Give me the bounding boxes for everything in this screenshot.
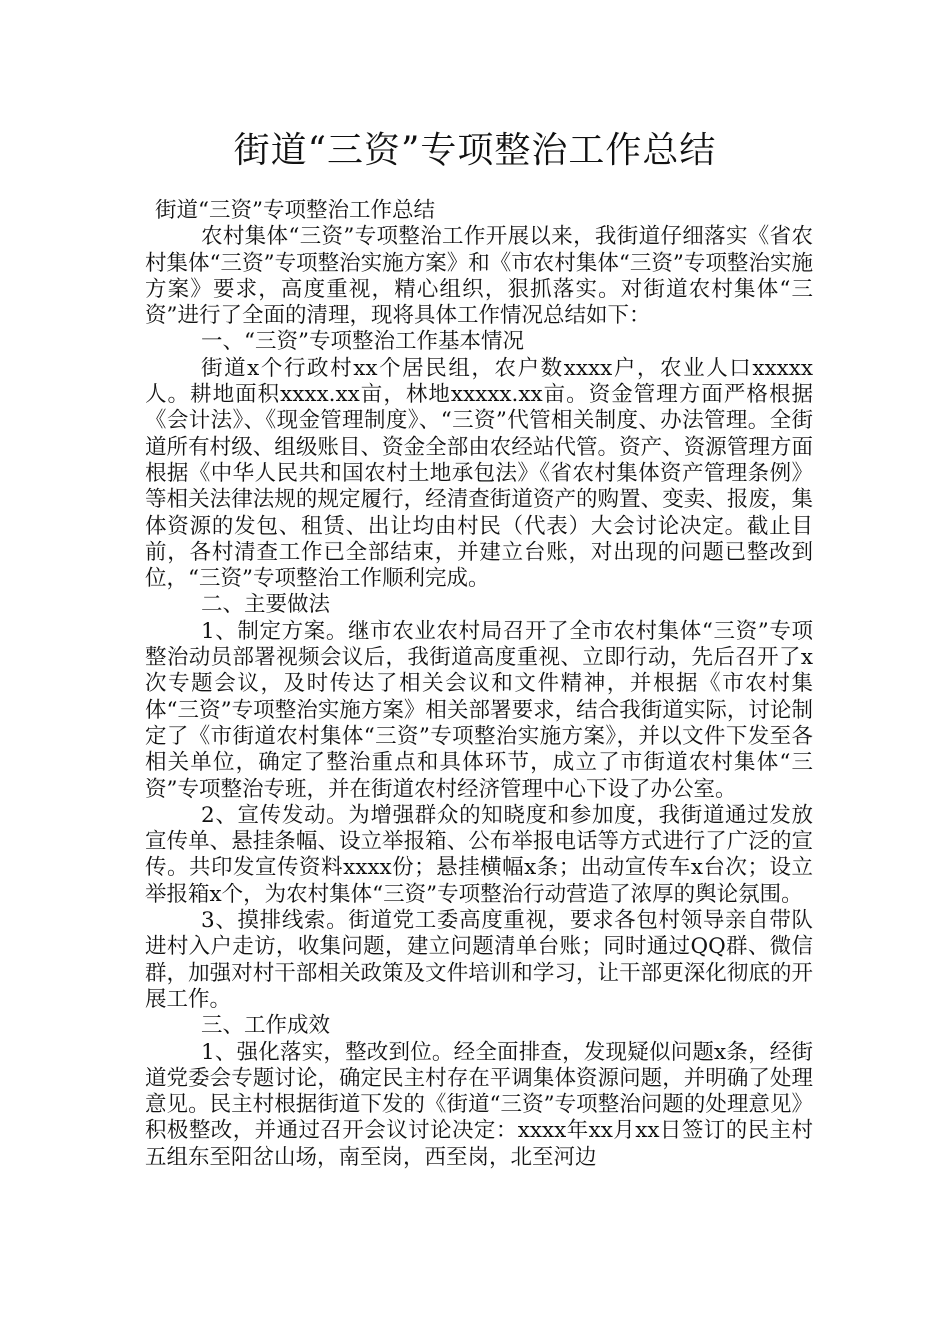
document-body <box>145 198 813 1171</box>
method-2-paragraph: 2、宣传发动。为增强群众的知晓度和参加度，我街道通过发放宣传单、悬挂条幅、设立举报箱、公布举报电话等方式进行了广泛的宣传。共印发宣传资料xxxx份；悬挂横幅x条；出动宣传车x台次；设立举报箱x个，为农村集体“三资”专项整治行动营造了浓厚的舆论氛围。 <box>145 802 813 907</box>
document-title: 街道“三资”专项整治工作总结 <box>233 130 717 171</box>
result-1-paragraph: 1、强化落实，整改到位。经全面排查，发现疑似问题x条，经街道党委会专题讨论，确定民主村存在平调集体资源问题，并明确了处理意见。民主村根据街道下发的《街道“三资”专项整治问题的处理意见》积极整改，并通过召开会议讨论决定：xxxx年xx月xx日签订的民主村五组东至阳岔山场，南至岗，西至岗，北至河边 <box>145 1039 813 1170</box>
method-1-paragraph: 1、制定方案。继市农业农村局召开了全市农村集体“三资”专项整治动员部署视频会议后，我街道高度重视、立即行动，先后召开了x次专题会议，及时传达了相关会议和文件精神，并根据《市农村集体“三资”专项整治实施方案》相关部署要求，结合我街道实际，讨论制定了《市街道农村集体“三资”专项整治实施方案》，并以文件下发至各相关单位，确定了整治重点和具体环节，成立了市街道农村集体“三资”专项整治专班，并在街道农村经济管理中心下设了办公室。 <box>145 618 813 802</box>
section-heading-3: 三、工作成效 <box>201 1013 331 1039</box>
section-heading-2: 二、主要做法 <box>201 592 331 618</box>
intro-paragraph: 农村集体“三资”专项整治工作开展以来，我街道仔细落实《省农村集体“三资”专项整治实施方案》和《市农村集体“三资”专项整治实施方案》要求，高度重视，精心组织，狠抓落实。对街道农村集体“三资”进行了全面的清理，现将具体工作情况总结如下： <box>145 224 813 329</box>
basic-situation-paragraph: 街道x个行政村xx个居民组，农户数xxxx户，农业人口xxxxx人。耕地面积xxxx.xx亩，林地xxxxx.xx亩。资金管理方面严格根据《会计法》、《现金管理制度》、“三资”代管相关制度、办法管理。全街道所有村级、组级账目、资金全部由农经站代管。资产、资源管理方面根据《中华人民共和国农村土地承包法》《省农村集体资产管理条例》等相关法律法规的规定履行，经清查街道资产的购置、变卖、报废，集体资源的发包、租赁、出让均由村民（代表）大会讨论决定。截止目前，各村清查工作已全部结束，并建立台账，对出现的问题已整改到位，“三资”专项整治工作顺利完成。 <box>145 355 813 592</box>
section-heading-1: 一、“三资”专项整治工作基本情况 <box>201 329 524 355</box>
document-subtitle: 街道“三资”专项整治工作总结 <box>155 198 435 223</box>
method-3-paragraph: 3、摸排线索。街道党工委高度重视，要求各包村领导亲自带队进村入户走访，收集问题，建立问题清单台账；同时通过QQ群、微信群，加强对村干部相关政策及文件培训和学习，让干部更深化彻底的开展工作。 <box>145 908 813 1012</box>
